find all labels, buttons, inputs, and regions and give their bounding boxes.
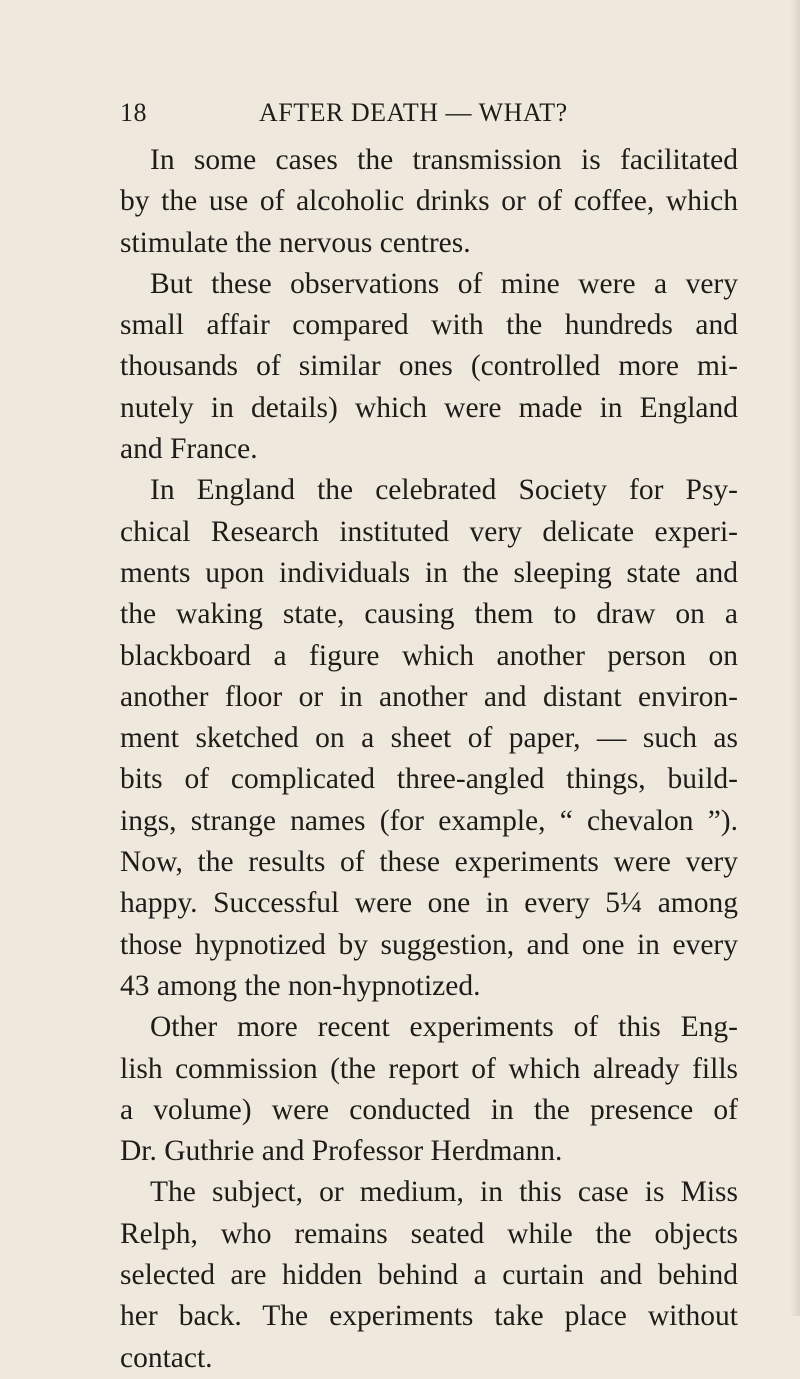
text-line: Relph, who remains seated while the objects <box>120 1217 738 1250</box>
text-line: her back. The experiments take place without <box>120 1300 738 1333</box>
text-line: But these observations of mine were a very <box>150 267 738 300</box>
text-line: ings, strange names (for example, “ chevalon ”). <box>120 804 738 837</box>
text-line: selected are hidden behind a curtain and behind <box>120 1259 738 1292</box>
text-line: Now, the results of these experiments were very <box>120 846 738 879</box>
text-line: ment sketched on a sheet of paper, — such as <box>120 722 738 755</box>
text-line: In some cases the transmission is facilitated <box>150 144 738 176</box>
text-line: 43 among the non-hypnotized. <box>120 969 481 1002</box>
text-line: and France. <box>120 433 258 466</box>
text-line: small affair compared with the hundreds and <box>120 309 738 342</box>
text-line: In England the celebrated Society for Psy- <box>150 474 738 507</box>
text-line: happy. Successful were one in every 5¼ among <box>120 887 738 920</box>
text-line: lish commission (the report of which already fills <box>120 1052 738 1085</box>
text-line: nutely in details) which were made in England <box>120 391 738 424</box>
text-line: thousands of similar ones (controlled more mi- <box>120 350 738 383</box>
body-text <box>120 140 738 1379</box>
running-head <box>120 98 645 138</box>
page-number: 18 <box>120 98 147 127</box>
text-line: bits of complicated three-angled things, build- <box>120 763 738 796</box>
text-line: stimulate the nervous centres. <box>120 226 471 259</box>
text-line: Other more recent experiments of this Eng- <box>150 1011 738 1044</box>
page-edge-shadow <box>790 0 800 1316</box>
text-line: those hypnotized by suggestion, and one in every <box>120 928 738 961</box>
text-line: chical Research instituted very delicate experi- <box>120 515 738 548</box>
text-line: ments upon individuals in the sleeping state and <box>120 556 738 589</box>
text-line: another floor or in another and distant environ- <box>120 680 738 713</box>
text-line: a volume) were conducted in the presence of <box>120 1093 738 1126</box>
text-line: contact. <box>120 1341 213 1374</box>
text-line: by the use of alcoholic drinks or of coffee, which <box>120 185 738 218</box>
running-title: AFTER DEATH — WHAT? <box>259 98 568 127</box>
text-line: Dr. Guthrie and Professor Herdmann. <box>120 1135 563 1168</box>
text-line: the waking state, causing them to draw on a <box>120 598 738 631</box>
text-line: blackboard a figure which another person on <box>120 639 738 672</box>
text-line: The subject, or medium, in this case is Miss <box>150 1176 738 1209</box>
